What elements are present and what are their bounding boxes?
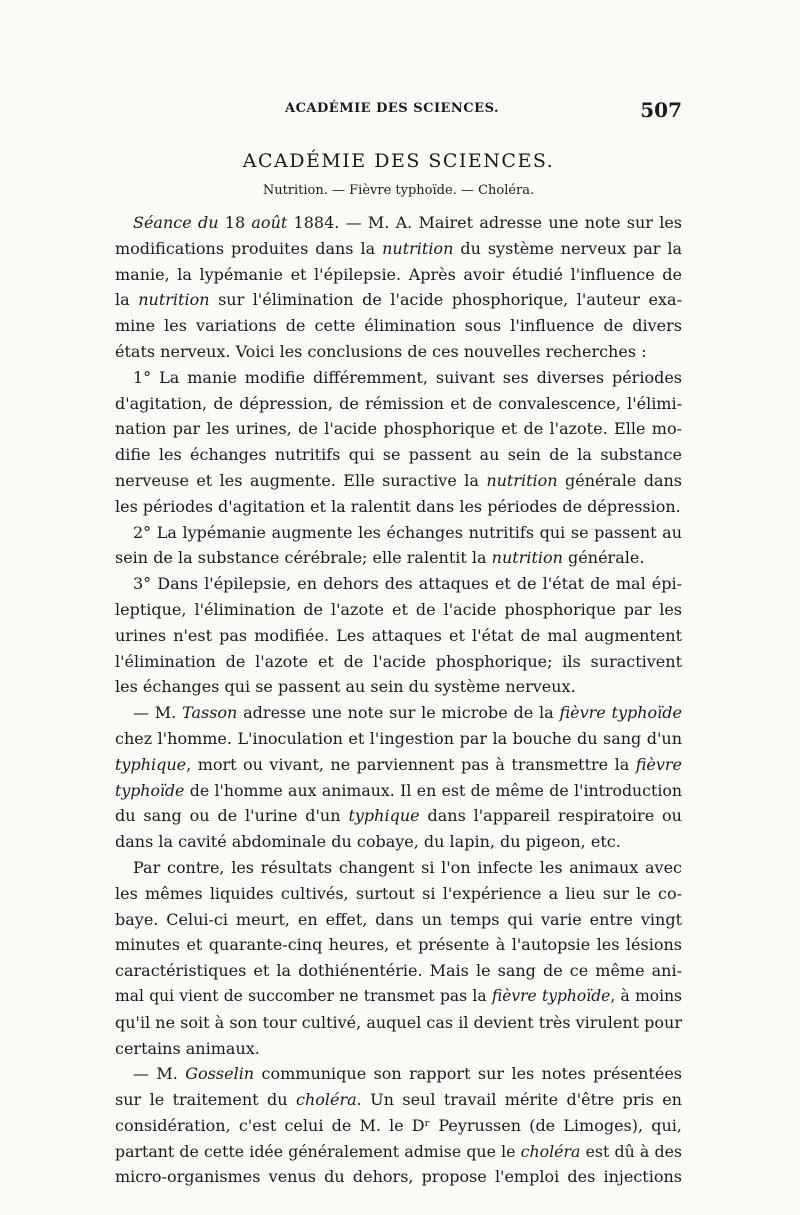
- text-segment: caractéristiques et la dothiénentérie. Mais le sang de ce même ani-: [115, 961, 682, 981]
- text-segment: difie les échanges nutritifs qui se passent au sein de la substance: [115, 445, 682, 465]
- text-line: [115, 803, 682, 829]
- italic-segment: nutrition: [138, 290, 210, 310]
- text-line: [115, 700, 682, 726]
- text-line: [115, 236, 682, 262]
- text-segment: mal qui vient de succomber ne transmet pas la: [115, 986, 492, 1005]
- text-line: [115, 571, 682, 597]
- italic-segment: typhique: [348, 806, 420, 826]
- italic-segment: typhique: [115, 754, 187, 774]
- text-segment: 1884. — M. A. Mairet adresse une note sur les: [287, 213, 683, 232]
- text-segment: de l'homme aux animaux. Il en est de même de l'introduction: [184, 780, 682, 800]
- text-segment: — M.: [133, 703, 183, 723]
- italic-segment: fièvre typhoïde: [559, 703, 683, 723]
- text-line: [115, 262, 682, 288]
- section-subtitle: Nutrition. — Fièvre typhoïde. — Choléra.: [262, 183, 535, 198]
- text-segment: générale dans: [557, 470, 682, 490]
- text-segment: chez l'homme. L'inoculation et l'ingestion par la bouche du sang d'un: [115, 728, 682, 748]
- text-line: [115, 520, 682, 546]
- text-segment: les échanges qui se passent au sein du système nerveux.: [115, 677, 576, 697]
- text-line: [115, 1139, 682, 1165]
- text-line: [115, 416, 682, 442]
- italic-segment: nutrition: [486, 470, 558, 490]
- text-segment: adresse une note sur le microbe de la: [237, 703, 560, 723]
- text-segment: considération, c'est celui de M. le Dʳ Peyrussen (de Limoges), qui,: [115, 1115, 682, 1135]
- text-line: [115, 778, 682, 804]
- text-line: [115, 958, 682, 984]
- text-segment: 3° Dans l'épilepsie, en dehors des attaques et de l'état de mal épi-: [133, 574, 682, 594]
- italic-segment: fièvre typhoïde: [491, 986, 611, 1005]
- text-segment: nation par les urines, de l'acide phosphorique et de l'azote. Elle mo-: [115, 419, 682, 439]
- text-segment: Par contre, les résultats changent si l'on infecte les animaux avec: [133, 857, 682, 877]
- text-segment: sein de la substance cérébrale; elle ralentit la: [115, 548, 492, 568]
- text-segment: micro-organismes venus du dehors, propose l'emploi des injections: [115, 1167, 682, 1187]
- text-segment: 2° La lypémanie augmente les échanges nutritifs qui se passent au: [133, 522, 682, 542]
- page-number: 507: [640, 98, 682, 122]
- text-segment: partant de cette idée généralement admise que le: [115, 1141, 521, 1161]
- text-segment: est dû à des: [580, 1141, 682, 1161]
- text-segment: les mêmes liquides cultivés, surtout si l'expérience a lieu sur le co-: [115, 883, 682, 903]
- text-line: [115, 649, 682, 675]
- text-line: [115, 984, 682, 1010]
- text-line: [115, 829, 682, 855]
- italic-segment: nutrition: [491, 548, 563, 568]
- italic-segment: choléra: [520, 1141, 581, 1161]
- italic-segment: août: [251, 213, 288, 232]
- text-line: [115, 1061, 682, 1087]
- italic-segment: Tasson: [182, 703, 238, 723]
- text-segment: du système nerveux par la: [453, 238, 683, 258]
- text-segment: états nerveux. Voici les conclusions de ces nouvelles recherches :: [115, 341, 647, 361]
- text-line: [115, 442, 682, 468]
- text-segment: minutes et quarante-cinq heures, et présente à l'autopsie les lésions: [115, 935, 682, 955]
- text-line: [115, 1164, 682, 1190]
- text-line: [115, 468, 682, 494]
- text-segment: manie, la lypémanie et l'épilepsie. Après avoir étudié l'influence de: [115, 264, 682, 284]
- text-line: [115, 210, 682, 236]
- italic-segment: nutrition: [382, 238, 454, 258]
- text-line: [115, 391, 682, 417]
- text-line: [115, 313, 682, 339]
- text-line: [115, 881, 682, 907]
- text-segment: , à moins: [610, 986, 683, 1005]
- text-segment: nerveuse et les augmente. Elle suractive la: [115, 470, 487, 490]
- text-line: [115, 339, 682, 365]
- italic-segment: Gosselin: [185, 1064, 255, 1084]
- text-line: [115, 1113, 682, 1139]
- text-segment: modifications produites dans la: [115, 238, 383, 258]
- body-text: [115, 210, 682, 1190]
- italic-segment: fièvre: [635, 754, 682, 774]
- text-segment: d'agitation, de dépression, de rémission et de convalescence, l'élimi-: [115, 393, 682, 413]
- text-line: [115, 545, 682, 571]
- text-line: [115, 726, 682, 752]
- text-segment: certains animaux.: [115, 1038, 260, 1058]
- text-line: [115, 752, 682, 778]
- text-line: [115, 855, 682, 881]
- text-line: [115, 494, 682, 520]
- text-segment: . Un seul travail mérite d'être pris en: [356, 1090, 682, 1110]
- text-segment: communique son rapport sur les notes présentées: [254, 1064, 683, 1084]
- text-segment: l'élimination de l'azote et de l'acide phosphorique; ils suractivent: [115, 651, 682, 671]
- text-line: [115, 1036, 682, 1062]
- text-segment: dans l'appareil respiratoire ou: [419, 806, 682, 826]
- text-segment: , mort ou vivant, ne parviennent pas à transmettre la: [186, 754, 636, 774]
- text-segment: leptique, l'élimination de l'azote et de l'acide phosphorique par les: [115, 599, 682, 619]
- text-line: [115, 674, 682, 700]
- text-segment: — M.: [133, 1064, 186, 1084]
- text-segment: sur le traitement du: [115, 1090, 296, 1110]
- text-segment: qu'il ne soit à son tour cultivé, auquel cas il devient très virulent pour: [115, 1012, 682, 1032]
- italic-segment: choléra: [296, 1090, 357, 1110]
- italic-segment: Séance du: [133, 213, 219, 232]
- text-segment: la: [115, 290, 139, 310]
- text-segment: 18: [218, 213, 252, 232]
- text-line: [115, 365, 682, 391]
- text-segment: baye. Celui-ci meurt, en effet, dans un temps qui varie entre vingt: [115, 909, 682, 929]
- text-line: [115, 623, 682, 649]
- italic-segment: typhoïde: [115, 780, 185, 800]
- section-title: ACADÉMIE DES SCIENCES.: [242, 150, 555, 172]
- text-segment: 1° La manie modifie différemment, suivant ses diverses périodes: [133, 367, 682, 387]
- text-line: [115, 1087, 682, 1113]
- text-line: [115, 1010, 682, 1036]
- text-segment: sur l'élimination de l'acide phosphorique, l'auteur exa-: [209, 290, 682, 310]
- text-segment: du sang ou de l'urine d'un: [115, 806, 349, 826]
- text-line: [115, 932, 682, 958]
- text-line: [115, 597, 682, 623]
- text-segment: urines n'est pas modifiée. Les attaques et l'état de mal augmentent: [115, 625, 682, 645]
- text-segment: dans la cavité abdominale du cobaye, du lapin, du pigeon, etc.: [115, 832, 621, 852]
- running-head: [115, 98, 682, 122]
- text-line: [115, 907, 682, 933]
- running-head-title: ACADÉMIE DES SCIENCES.: [285, 101, 500, 116]
- text-segment: générale.: [562, 548, 645, 568]
- text-line: [115, 287, 682, 313]
- text-segment: mine les variations de cette élimination sous l'influence de divers: [115, 316, 682, 336]
- text-segment: les périodes d'agitation et la ralentit dans les périodes de dépression.: [115, 496, 681, 516]
